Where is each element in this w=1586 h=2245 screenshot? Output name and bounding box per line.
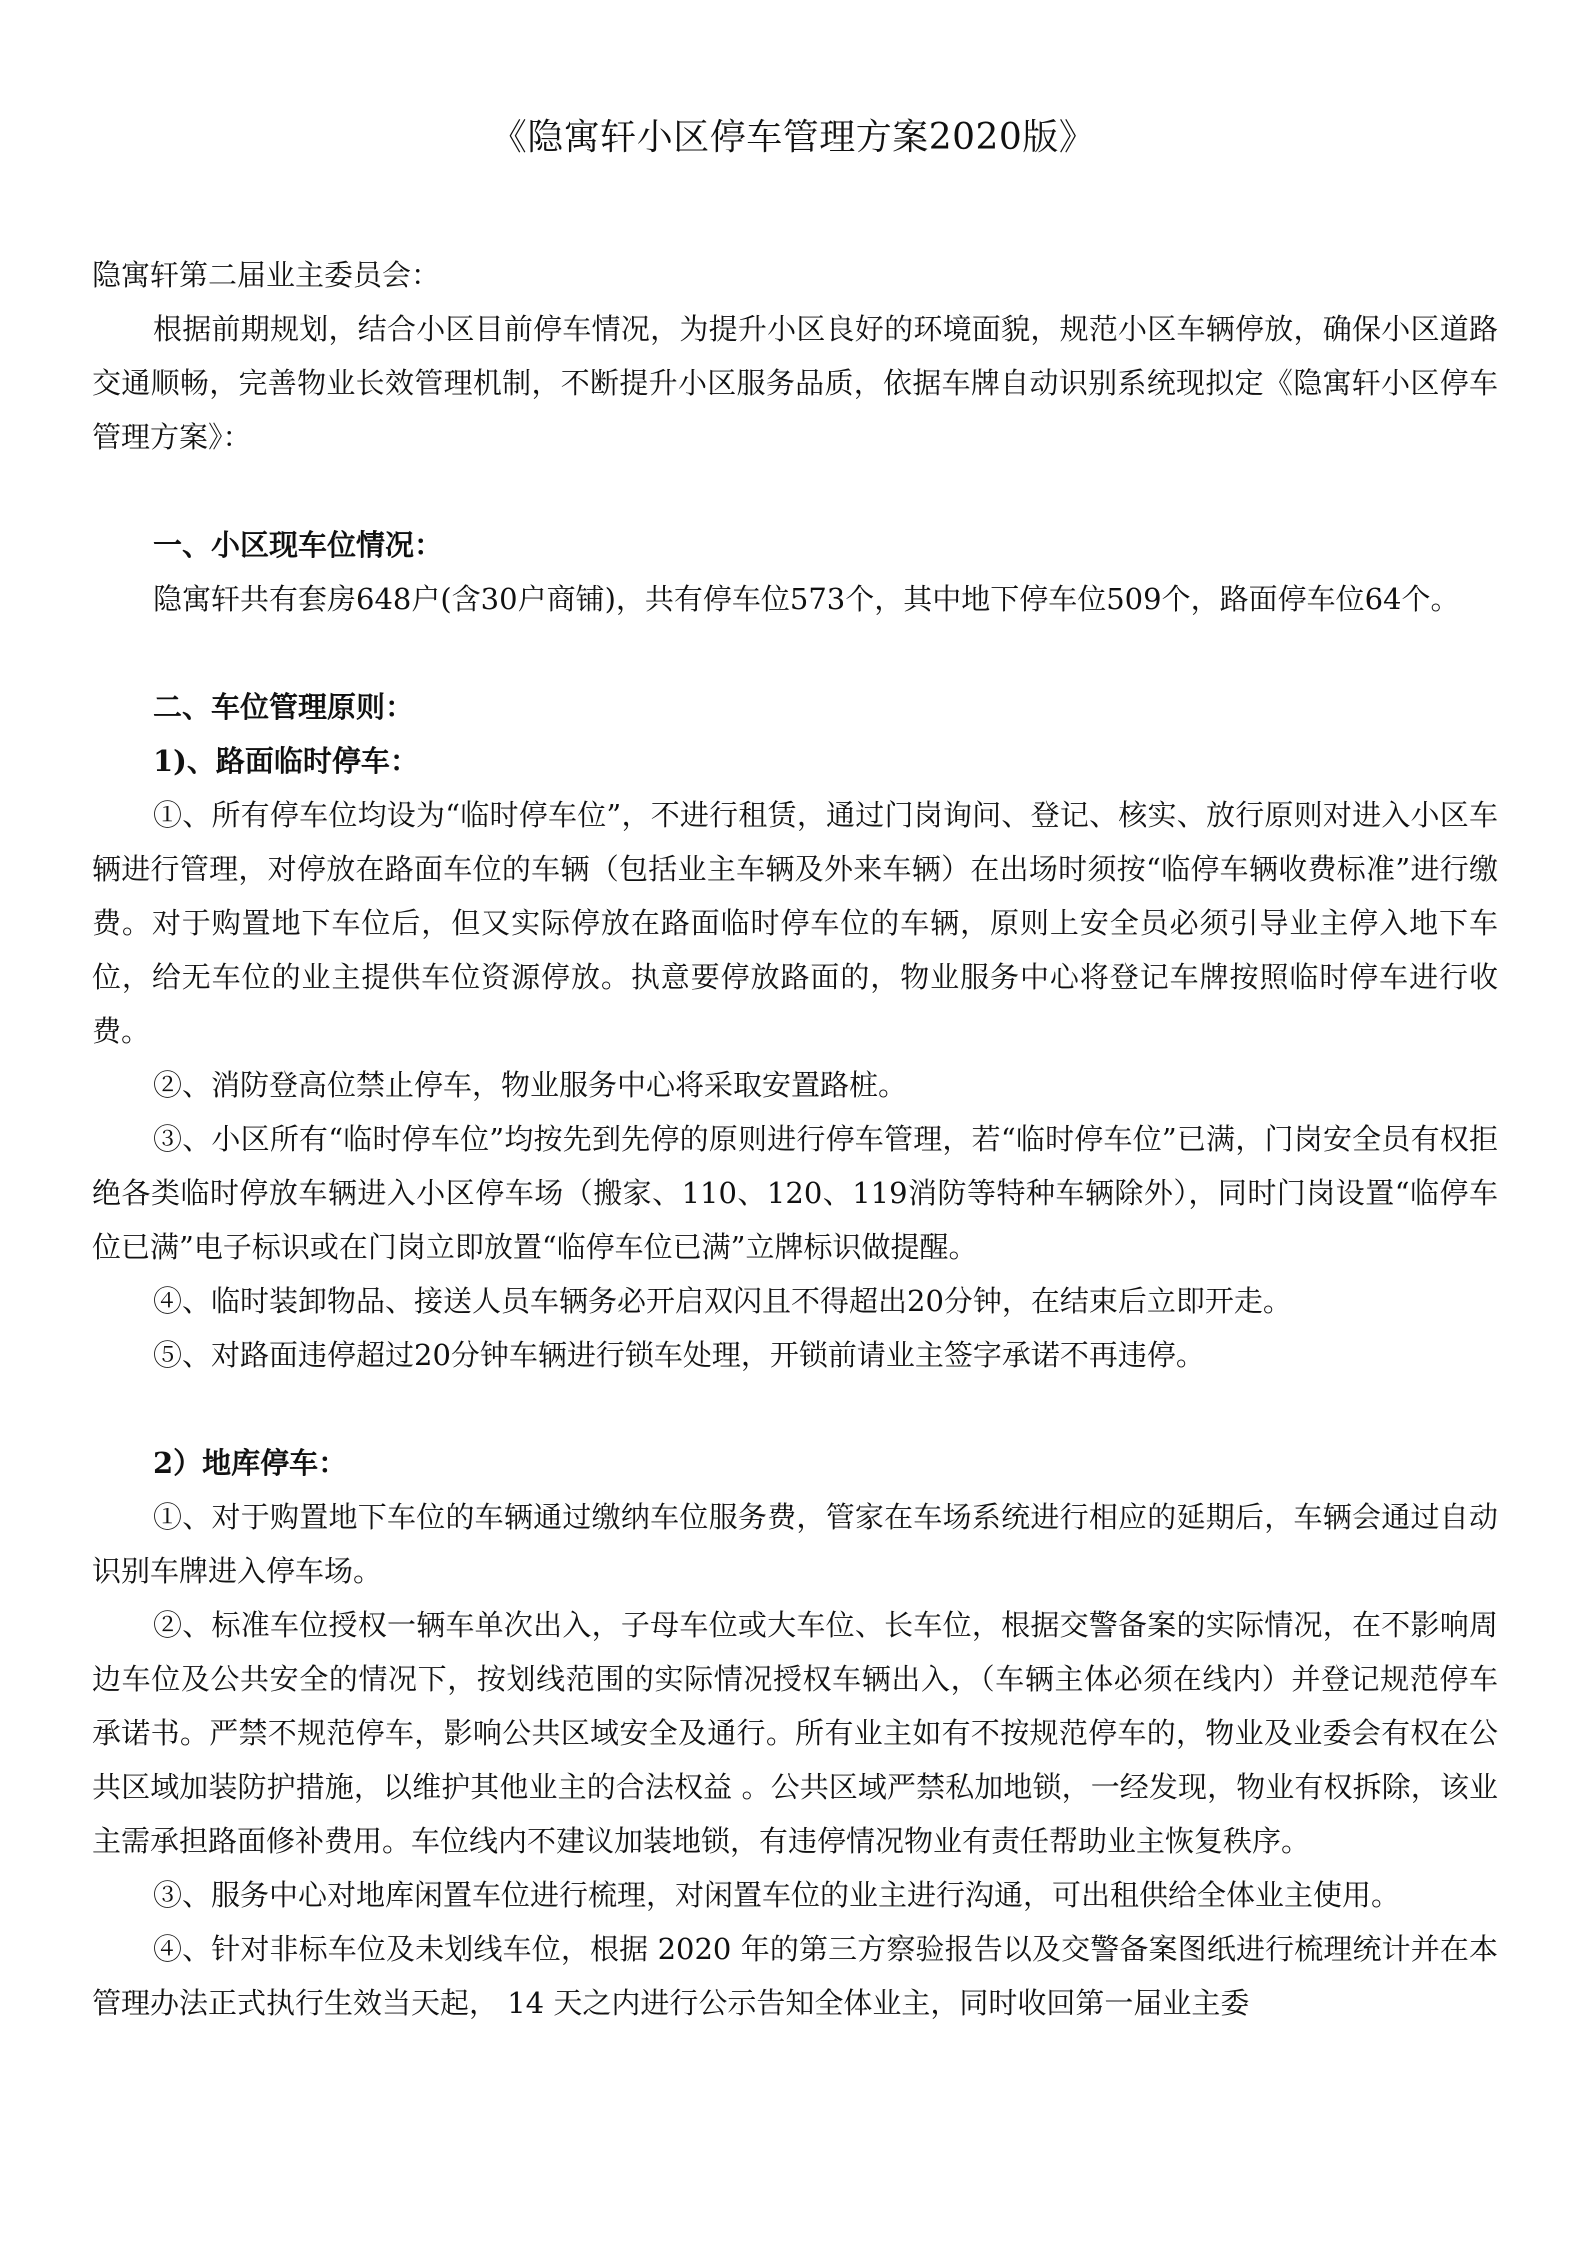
- addressee: 隐寓轩第二届业主委员会：: [92, 258, 441, 292]
- list-item: ④、针对非标车位及未划线车位，根据 2020 年的第三方察验报告以及交警备案图纸进行梳理统计并在本管理办法正式执行生效当天起， 14 天之内进行公示告知全体业主，同时收回第一届业主委: [92, 1932, 1498, 2020]
- spacer: [92, 1382, 1498, 1436]
- subsection2-heading: 2）地库停车：: [153, 1446, 348, 1480]
- list-item: ②、标准车位授权一辆车单次出入，子母车位或大车位、长车位，根据交警备案的实际情况，在不影响周边车位及公共安全的情况下，按划线范围的实际情况授权车辆出入，（车辆主体必须在线内）并登记规范停车承诺书。严禁不规范停车，影响公共区域安全及通行。所有业主如有不按规范停车的，物业及业委会有权在公共区域加装防护措施，以维护其他业主的合法权益 。公共区域严禁私加地锁，一经发现，物业有权拆除，该业主需承担路面修补费用。车位线内不建议加装地锁，有违停情况物业有责任帮助业主恢复秩序。: [92, 1608, 1498, 1858]
- list-item: ③、服务中心对地库闲置车位进行梳理，对闲置车位的业主进行沟通，可出租供给全体业主使用。: [153, 1878, 1401, 1912]
- document-title: 《隐寓轩小区停车管理方案2020版》: [490, 117, 1096, 158]
- section1-paragraph: 隐寓轩共有套房648户(含30户商铺)，共有停车位573个，其中地下停车位509个，路面停车位64个。: [153, 582, 1460, 616]
- list-item: ①、所有停车位均设为“临时停车位”，不进行租赁，通过门岗询问、登记、核实、放行原则对进入小区车辆进行管理，对停放在路面车位的车辆（包括业主车辆及外来车辆）在出场时须按“临停车辆收费标准”进行缴费。对于购置地下车位后，但又实际停放在路面临时停车位的车辆，原则上安全员必须引导业主停入地下车位，给无车位的业主提供车位资源停放。执意要停放路面的，物业服务中心将登记车牌按照临时停车进行收费。: [92, 798, 1498, 1048]
- subsection1-heading: 1)、路面临时停车：: [153, 744, 419, 778]
- spacer: [92, 626, 1498, 680]
- list-item: ①、对于购置地下车位的车辆通过缴纳车位服务费，管家在车场系统进行相应的延期后，车辆会通过自动识别车牌进入停车场。: [92, 1500, 1498, 1588]
- intro-paragraph: 根据前期规划，结合小区目前停车情况，为提升小区良好的环境面貌，规范小区车辆停放，确保小区道路交通顺畅，完善物业长效管理机制，不断提升小区服务品质，依据车牌自动识别系统现拟定《隐寓轩小区停车管理方案》：: [92, 312, 1498, 454]
- document-body: [92, 248, 1498, 2030]
- list-item: ③、小区所有“临时停车位”均按先到先停的原则进行停车管理，若“临时停车位”已满，门岗安全员有权拒绝各类临时停放车辆进入小区停车场（搬家、110、120、119消防等特种车辆除外），同时门岗设置“临停车位已满”电子标识或在门岗立即放置“临停车位已满”立牌标识做提醒。: [92, 1122, 1498, 1264]
- spacer: [92, 464, 1498, 518]
- list-item: ④、临时装卸物品、接送人员车辆务必开启双闪且不得超出20分钟，在结束后立即开走。: [153, 1284, 1292, 1318]
- list-item: ⑤、对路面违停超过20分钟车辆进行锁车处理，开锁前请业主签字承诺不再违停。: [153, 1338, 1205, 1372]
- list-item: ②、消防登高位禁止停车，物业服务中心将采取安置路桩。: [153, 1068, 908, 1102]
- section1-heading: 一、小区现车位情况：: [153, 528, 444, 562]
- section2-heading: 二、车位管理原则：: [153, 690, 415, 724]
